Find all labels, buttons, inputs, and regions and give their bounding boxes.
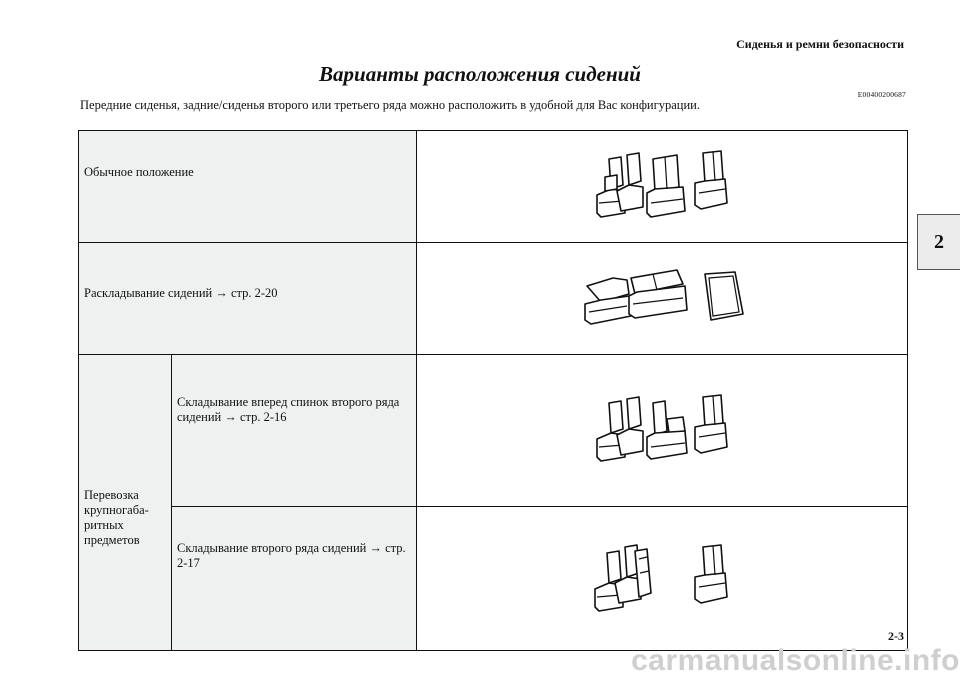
row-label: Складывание вперед спинок второго ряда сидений → стр. 2-16 — [177, 395, 400, 424]
group-label-cell — [79, 355, 172, 651]
illustration-cell — [417, 507, 908, 651]
row-label: Складывание второго ряда сидений → стр. 2-17 — [177, 541, 406, 570]
illustration-cell — [417, 355, 908, 507]
seats-normal-icon — [587, 147, 737, 227]
illustration-cell — [417, 243, 908, 355]
row-label: Раскладывание сидений → стр. 2-20 — [84, 286, 278, 300]
section-title: Варианты расположения сидений — [319, 62, 641, 86]
seats-flat-icon — [577, 264, 747, 334]
row-label-cell — [79, 243, 417, 355]
row-label-cell — [172, 355, 417, 507]
row-label-cell — [79, 131, 417, 243]
seat-configuration-table — [78, 130, 908, 651]
watermark: carmanualsonline.info — [631, 644, 960, 677]
row-label-cell — [172, 507, 417, 651]
table-row — [79, 507, 908, 651]
illustration-cell — [417, 131, 908, 243]
table-row — [79, 355, 908, 507]
intro-paragraph: Передние сиденья, задние/сиденья второго или третьего ряда можно расположить в удобной для Вас конфигурации. — [80, 98, 700, 112]
seats-second-row-tumbled-icon — [587, 539, 737, 619]
table-row — [79, 243, 908, 355]
running-header: Сиденья и ремни безопасности — [736, 37, 904, 51]
section-code: E00400200687 — [857, 90, 906, 99]
group-label: Перевозка крупногаба-ритных предметов — [84, 487, 149, 547]
page-number: 2-3 — [888, 629, 904, 643]
table-row — [79, 131, 908, 243]
seats-second-backrest-folded-icon — [587, 391, 737, 471]
row-label: Обычное положение — [84, 165, 194, 179]
chapter-tab: 2 — [917, 214, 960, 270]
